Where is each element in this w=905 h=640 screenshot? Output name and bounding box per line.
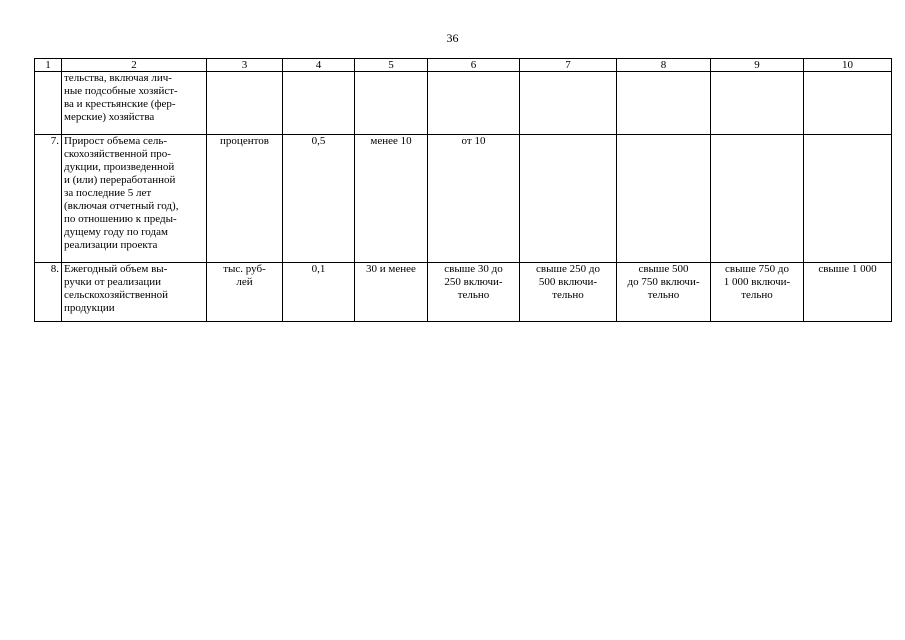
criterion-name: тельства, включая лич- ные подсобные хозяйст- ва и крестьянские (фер- мерские) хозяйства — [62, 72, 207, 135]
score-cell — [617, 72, 711, 135]
table-row — [35, 263, 892, 322]
header-cell-10: 10 — [804, 59, 892, 72]
unit-cell: процентов — [207, 135, 283, 263]
header-row — [35, 59, 892, 72]
header-cell-2: 2 — [62, 59, 207, 72]
row-number: 8. — [35, 263, 62, 322]
score-cell — [617, 135, 711, 263]
score-cell — [520, 135, 617, 263]
header-cell-6: 6 — [428, 59, 520, 72]
score-cell: 30 и менее — [355, 263, 428, 322]
header-cell-5: 5 — [355, 59, 428, 72]
score-cell — [804, 135, 892, 263]
score-cell — [711, 72, 804, 135]
weight-cell — [283, 72, 355, 135]
row-number: 7. — [35, 135, 62, 263]
header-cell-9: 9 — [711, 59, 804, 72]
score-cell: менее 10 — [355, 135, 428, 263]
weight-cell: 0,1 — [283, 263, 355, 322]
score-cell — [355, 72, 428, 135]
score-cell — [711, 135, 804, 263]
score-cell: свыше 250 до 500 включи- тельно — [520, 263, 617, 322]
header-cell-7: 7 — [520, 59, 617, 72]
criterion-name: Ежегодный объем вы- ручки от реализации сельскохозяйственной продукции — [62, 263, 207, 322]
score-cell: свыше 1 000 — [804, 263, 892, 322]
score-cell — [520, 72, 617, 135]
criteria-table — [34, 58, 892, 322]
header-cell-4: 4 — [283, 59, 355, 72]
score-cell — [804, 72, 892, 135]
score-cell — [428, 72, 520, 135]
page-number: 36 — [446, 31, 459, 45]
weight-cell: 0,5 — [283, 135, 355, 263]
header-cell-3: 3 — [207, 59, 283, 72]
header-cell-8: 8 — [617, 59, 711, 72]
table-row — [35, 72, 892, 135]
score-cell: от 10 — [428, 135, 520, 263]
score-cell: свыше 30 до 250 включи- тельно — [428, 263, 520, 322]
table-row — [35, 135, 892, 263]
score-cell: свыше 500 до 750 включи- тельно — [617, 263, 711, 322]
unit-cell: тыс. руб- лей — [207, 263, 283, 322]
row-number — [35, 72, 62, 135]
unit-cell — [207, 72, 283, 135]
criterion-name: Прирост объема сель- скохозяйственной про- дукции, произведенной и (или) переработанной за последние 5 лет (включая отчетный год), по отношению к преды- дущему году по годам реализации проекта — [62, 135, 207, 263]
score-cell: свыше 750 до 1 000 включи- тельно — [711, 263, 804, 322]
header-cell-1: 1 — [35, 59, 62, 72]
